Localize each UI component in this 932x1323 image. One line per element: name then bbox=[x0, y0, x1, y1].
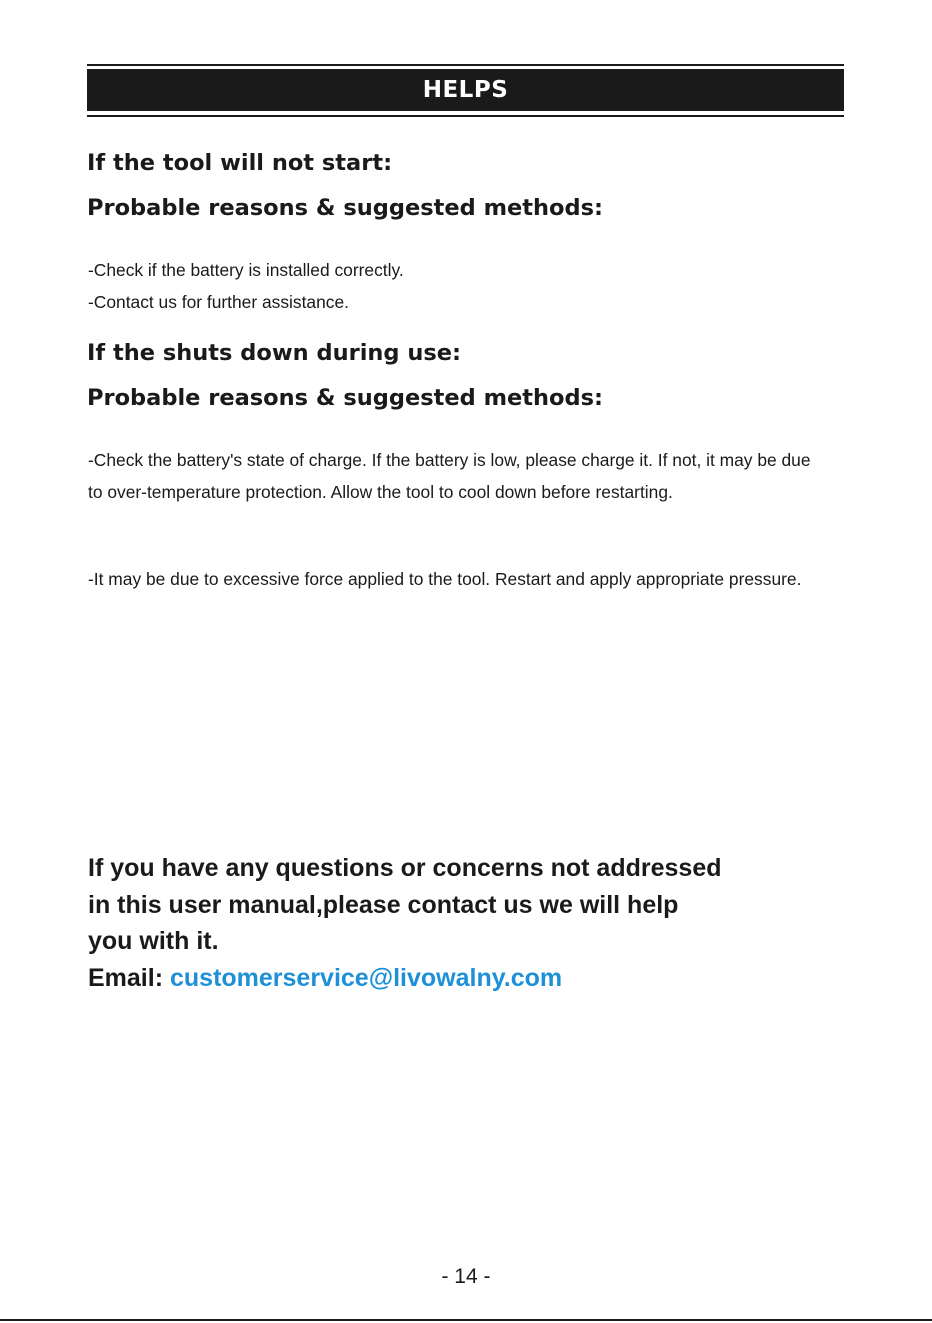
banner-bottom-rule bbox=[87, 115, 844, 117]
footer-rule bbox=[0, 1319, 932, 1321]
contact-line-2: in this user manual,please contact us we will help bbox=[88, 890, 679, 919]
contact-line-1: If you have any questions or concerns not addressed bbox=[88, 854, 722, 882]
section-1-body bbox=[88, 254, 828, 318]
banner-top-rule bbox=[87, 64, 844, 66]
section-2-paragraph-1: -Check the battery's state of charge. If the battery is low, please charge it. If not, it may be due to over-temperature protection. Allow the tool to cool down before restarting. bbox=[88, 450, 811, 502]
page-title: HELPS bbox=[87, 69, 844, 111]
page-number: - 14 - bbox=[441, 1265, 491, 1288]
title-banner bbox=[87, 64, 844, 118]
email-label: Email: bbox=[88, 963, 164, 992]
section-1-subheading: Probable reasons & suggested methods: bbox=[87, 195, 603, 221]
section-1-line-1: -Check if the battery is installed correctly. bbox=[88, 260, 404, 280]
section-1-line-2: -Contact us for further assistance. bbox=[88, 292, 349, 312]
contact-block bbox=[88, 850, 808, 996]
email-link[interactable]: customerservice@livowalny.com bbox=[169, 963, 563, 992]
contact-line-3: you with it. bbox=[88, 927, 219, 955]
section-2-subheading: Probable reasons & suggested methods: bbox=[87, 385, 603, 411]
section-2-problem-heading: If the shuts down during use: bbox=[87, 340, 462, 366]
email-row bbox=[88, 960, 808, 997]
section-2-paragraph-2: -It may be due to excessive force applied to the tool. Restart and apply appropriate pressure. bbox=[88, 569, 802, 589]
section-1-problem-heading: If the tool will not start: bbox=[87, 150, 393, 176]
